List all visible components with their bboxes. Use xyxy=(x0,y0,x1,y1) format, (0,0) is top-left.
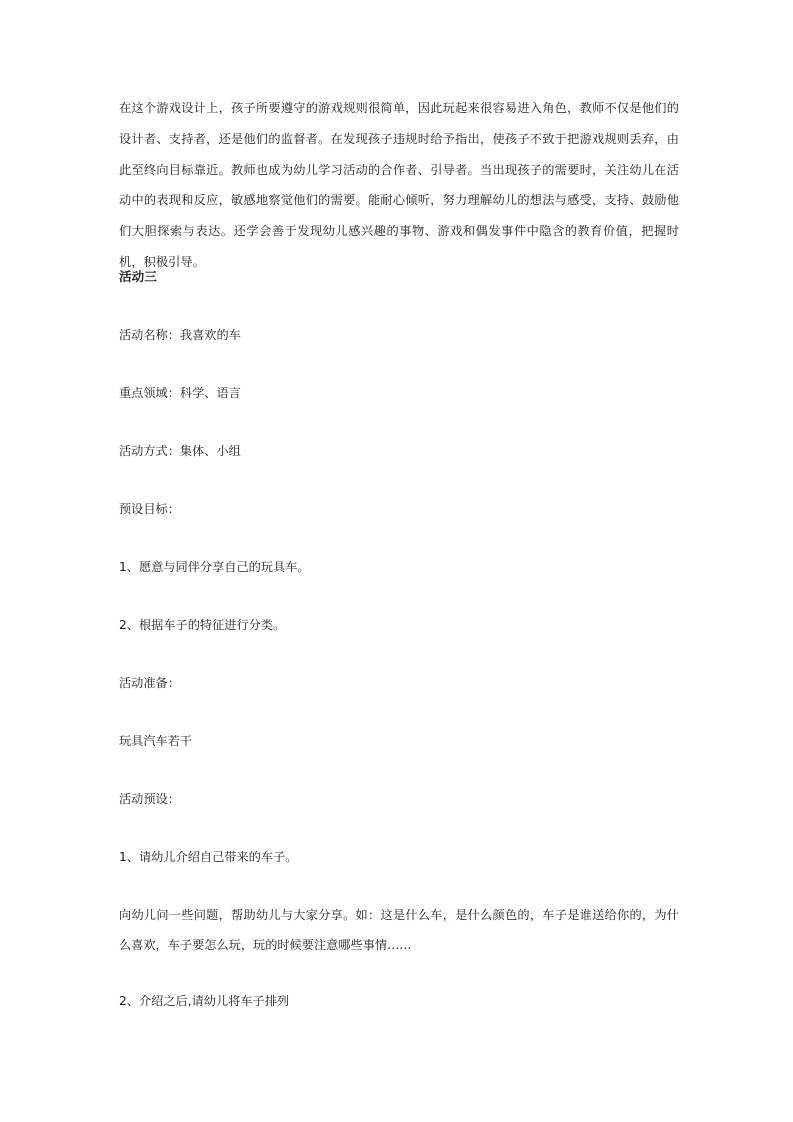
activity-mode: 活动方式：集体、小组 xyxy=(119,444,241,458)
step-1-block xyxy=(119,847,297,867)
prep-label: 活动准备： xyxy=(119,676,180,690)
section-heading-block xyxy=(119,267,157,287)
goal-2-block xyxy=(119,615,285,635)
step-1-detail: 向幼儿问一些问题，帮助幼儿与大家分享。如：这是什么车，是什么颜色的，车子是谁送给你的，为什么喜欢，车子要怎么玩，玩的时候要注意哪些事情…… xyxy=(119,908,679,952)
activity-name-block xyxy=(119,325,241,345)
step-2-block xyxy=(119,991,289,1011)
prep-label-block xyxy=(119,673,180,693)
key-area: 重点领域：科学、语言 xyxy=(119,386,241,400)
intro-paragraph: 在这个游戏设计上，孩子所要遵守的游戏规则很简单，因此玩起来很容易进入角色，教师不仅是他们的设计者、支持者，还是他们的监督者。在发现孩子违规时给予指出，使孩子不致于把游戏规则丢弃，由此至终向目标靠近。教师也成为幼儿学习活动的合作者、引导者。当出现孩子的需要时，关注幼儿在活动中的表现和反应，敏感地察觉他们的需要。能耐心倾听，努力理解幼儿的想法与感受，支持、鼓励他们大胆探索与表达。还学会善于发现幼儿感兴趣的事物、游戏和偶发事件中隐含的教育价值，把握时机，积极引导。 xyxy=(119,101,679,269)
goal-1-block xyxy=(119,557,310,577)
prep-item: 玩具汽车若干 xyxy=(119,734,193,748)
activity-name: 活动名称：我喜欢的车 xyxy=(119,328,241,342)
prep-item-block xyxy=(119,731,192,751)
intro-paragraph-block xyxy=(119,99,679,278)
step-1-detail-block xyxy=(119,900,679,960)
step-1: 1、请幼儿介绍自己带来的车子。 xyxy=(119,850,298,864)
goals-label-block xyxy=(119,499,180,519)
goal-2: 2、根据车子的特征进行分类。 xyxy=(119,618,286,632)
step-2: 2、介绍之后,请幼儿将车子排列 xyxy=(119,994,290,1008)
preset-label-block xyxy=(119,789,180,809)
goals-label: 预设目标： xyxy=(119,502,180,516)
preset-label: 活动预设： xyxy=(119,792,180,806)
key-area-block xyxy=(119,383,241,403)
activity-mode-block xyxy=(119,441,241,461)
goal-1: 1、愿意与同伴分享自己的玩具车。 xyxy=(119,560,310,574)
section-heading: 活动三 xyxy=(119,269,157,284)
